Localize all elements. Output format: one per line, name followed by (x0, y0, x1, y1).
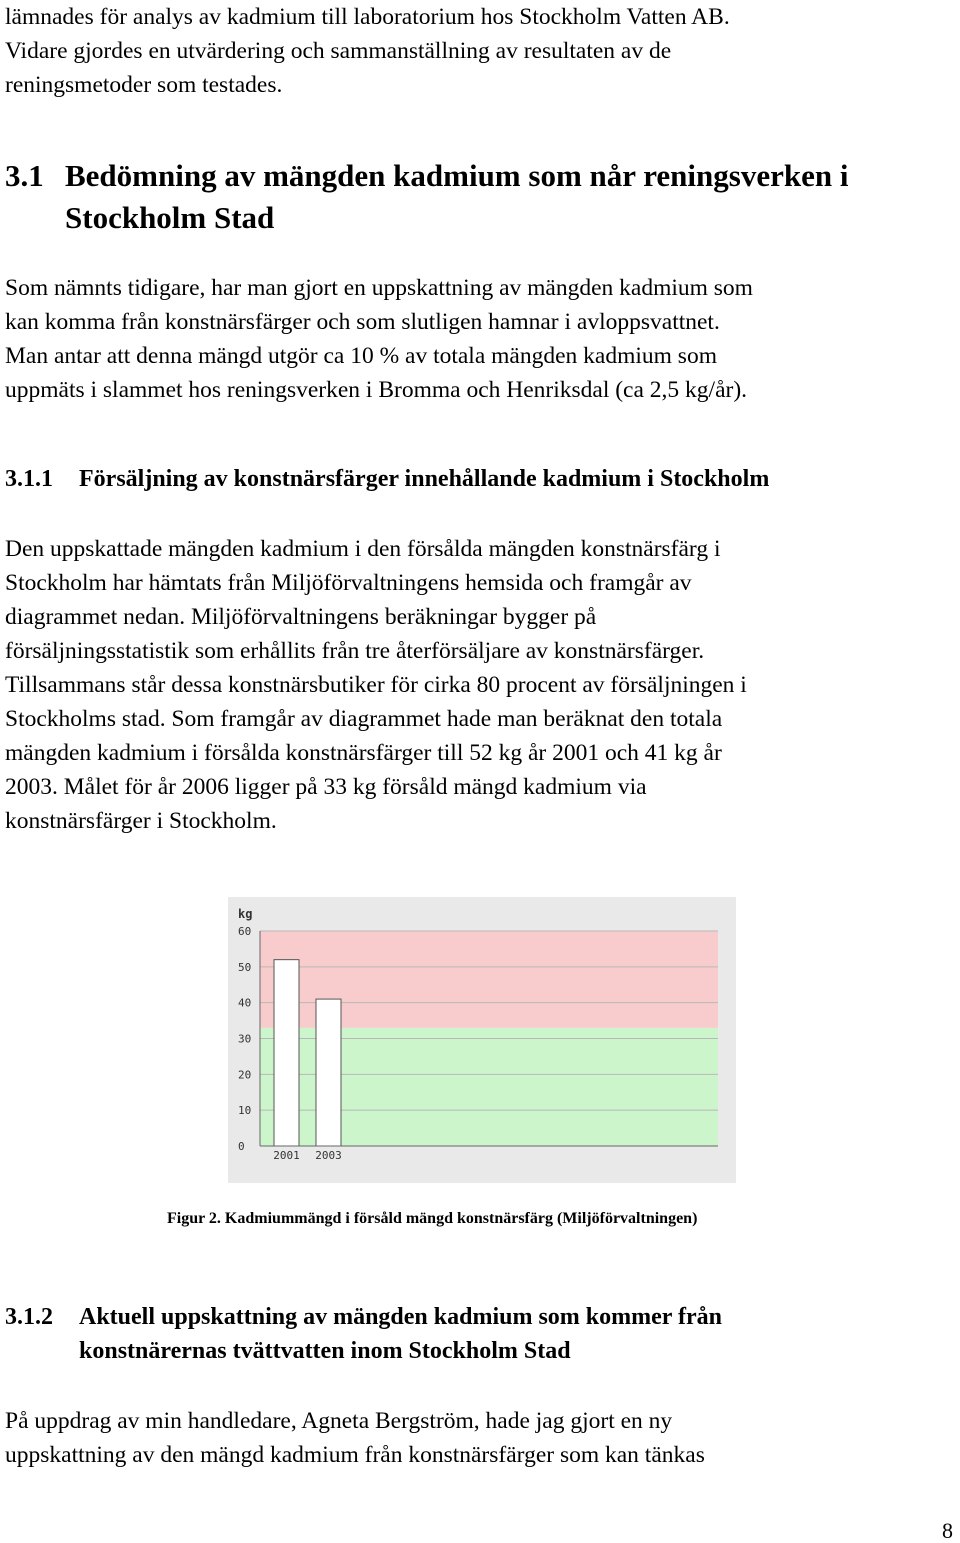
y-tick-label: 0 (238, 1140, 245, 1153)
x-tick-label: 2001 (273, 1149, 300, 1162)
section-title: Bedömning av mängden kadmium som når reningsverken i (65, 158, 849, 193)
text-line: Den uppskattade mängden kadmium i den försålda mängden konstnärsfärg i (5, 536, 721, 562)
section-title: Försäljning av konstnärsfärger innehållande kadmium i Stockholm (79, 466, 770, 492)
y-tick-label: 20 (238, 1068, 252, 1082)
text-line: mängden kadmium i försålda konstnärsfärger till 52 kg år 2001 och 41 kg år (5, 740, 722, 766)
text-line: Stockholm har hämtats från Miljöförvaltningens hemsida och framgår av (5, 570, 692, 596)
section-3-1-paragraph (5, 271, 953, 407)
text-line: försäljningsstatistik som erhållits från tre återförsäljare av konstnärsfärger. (5, 638, 705, 664)
section-3-1-1-paragraph (5, 532, 953, 838)
text-line: reningsmetoder som testades. (5, 72, 283, 98)
section-3-1-1-heading (5, 462, 945, 496)
section-number: 3.1 (5, 158, 44, 193)
section-3-1-heading (5, 155, 945, 239)
text-line: Man antar att denna mängd utgör ca 10 % av totala mängden kadmium som (5, 343, 717, 369)
y-tick-label: 50 (238, 960, 252, 974)
x-tick-label: 2003 (315, 1149, 342, 1162)
text-line: Som nämnts tidigare, har man gjort en uppskattning av mängden kadmium som (5, 275, 753, 301)
section-title-continued: Stockholm Stad (65, 200, 275, 235)
text-line: lämnades för analys av kadmium till laboratorium hos Stockholm Vatten AB. (5, 4, 730, 30)
section-title-continued: konstnärernas tvättvatten inom Stockholm Stad (79, 1338, 571, 1364)
y-tick-label: 30 (238, 1032, 252, 1046)
cadmium-bar-chart (228, 897, 736, 1183)
bar-2003 (316, 999, 341, 1146)
text-line: På uppdrag av min handledare, Agneta Bergström, hade jag gjort en ny (5, 1408, 673, 1434)
y-tick-label: 40 (238, 996, 252, 1010)
text-line: uppmäts i slammet hos reningsverken i Bromma och Henriksdal (ca 2,5 kg/år). (5, 377, 748, 403)
section-number: 3.1.1 (5, 466, 53, 492)
text-line: konstnärsfärger i Stockholm. (5, 808, 277, 834)
text-line: diagrammet nedan. Miljöförvaltningens beräkningar bygger på (5, 604, 597, 630)
text-line: Vidare gjordes en utvärdering och sammanställning av resultaten av de (5, 38, 672, 64)
page-number: 8 (942, 1518, 953, 1543)
text-line: 2003. Målet för år 2006 ligger på 33 kg försåld mängd kadmium via (5, 774, 647, 800)
bar-2001 (274, 960, 299, 1146)
y-tick-label: 10 (238, 1104, 252, 1118)
y-axis-label: kg (238, 907, 253, 921)
section-title: Aktuell uppskattning av mängden kadmium som kommer från (79, 1304, 722, 1330)
figure-caption: Figur 2. Kadmiummängd i försåld mängd konstnärsfärg (Miljöförvaltningen) (167, 1210, 698, 1227)
section-3-1-2-heading (5, 1300, 945, 1368)
chart-svg (228, 897, 736, 1183)
section-number: 3.1.2 (5, 1304, 53, 1330)
intro-paragraph (5, 0, 953, 102)
section-3-1-2-paragraph (5, 1404, 953, 1472)
y-tick-label: 60 (238, 925, 252, 938)
text-line: Tillsammans står dessa konstnärsbutiker för cirka 80 procent av försäljningen i (5, 672, 747, 698)
text-line: Stockholms stad. Som framgår av diagrammet hade man beräknat den totala (5, 706, 723, 732)
text-line: uppskattning av den mängd kadmium från konstnärsfärger som kan tänkas (5, 1442, 705, 1468)
text-line: kan komma från konstnärsfärger och som slutligen hamnar i avloppsvattnet. (5, 309, 720, 335)
